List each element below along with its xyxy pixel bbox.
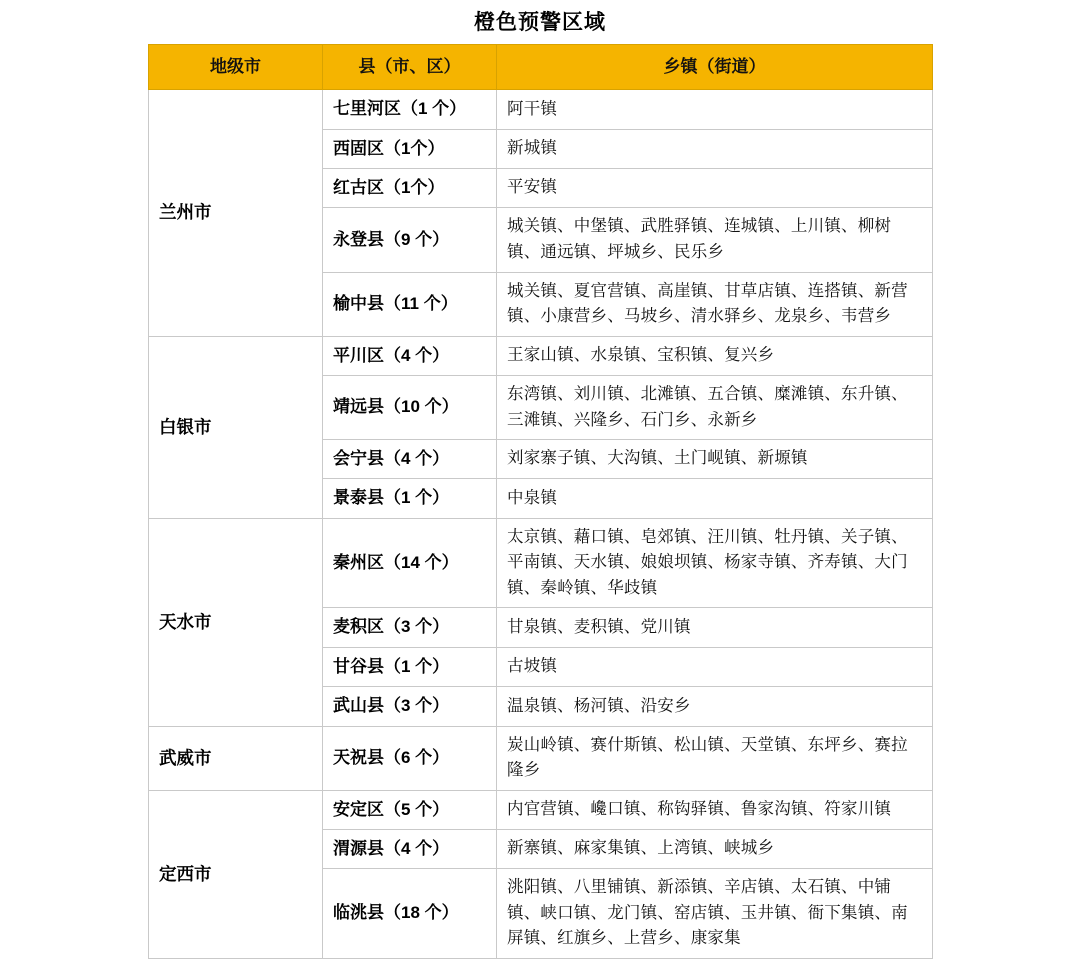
- cell-towns: 城关镇、中堡镇、武胜驿镇、连城镇、上川镇、柳树镇、通远镇、坪城乡、民乐乡: [497, 208, 933, 272]
- cell-county: 红古区（1个）: [323, 169, 497, 208]
- cell-city: 武威市: [149, 726, 323, 790]
- table-body: [149, 90, 933, 959]
- cell-county: 榆中县（11 个）: [323, 272, 497, 336]
- column-header-city: 地级市: [149, 45, 323, 90]
- warning-table-container: [148, 44, 932, 959]
- cell-county: 渭源县（4 个）: [323, 829, 497, 868]
- cell-towns: 古坡镇: [497, 647, 933, 686]
- cell-towns: 新城镇: [497, 129, 933, 168]
- cell-towns: 阿干镇: [497, 90, 933, 129]
- cell-county: 临洮县（18 个）: [323, 869, 497, 959]
- table-header-row: [149, 45, 933, 90]
- cell-towns: 刘家寨子镇、大沟镇、土门岘镇、新塬镇: [497, 440, 933, 479]
- page-title: 橙色预警区域: [474, 11, 606, 34]
- cell-county: 会宁县（4 个）: [323, 440, 497, 479]
- cell-county: 甘谷县（1 个）: [323, 647, 497, 686]
- cell-towns: 内官营镇、巉口镇、称钩驿镇、鲁家沟镇、符家川镇: [497, 790, 933, 829]
- table-row: [149, 336, 933, 375]
- cell-towns: 温泉镇、杨河镇、沿安乡: [497, 687, 933, 726]
- cell-towns: 甘泉镇、麦积镇、党川镇: [497, 608, 933, 647]
- cell-towns: 新寨镇、麻家集镇、上湾镇、峡城乡: [497, 829, 933, 868]
- cell-county: 安定区（5 个）: [323, 790, 497, 829]
- cell-county: 武山县（3 个）: [323, 687, 497, 726]
- cell-towns: 洮阳镇、八里铺镇、新添镇、辛店镇、太石镇、中铺镇、峡口镇、龙门镇、窑店镇、玉井镇、衙下集镇、南屏镇、红旗乡、上营乡、康家集: [497, 869, 933, 959]
- cell-county: 七里河区（1 个）: [323, 90, 497, 129]
- cell-towns: 中泉镇: [497, 479, 933, 518]
- cell-county: 麦积区（3 个）: [323, 608, 497, 647]
- cell-towns: 太京镇、藉口镇、皂郊镇、汪川镇、牡丹镇、关子镇、平南镇、天水镇、娘娘坝镇、杨家寺镇、齐寿镇、大门镇、秦岭镇、华歧镇: [497, 518, 933, 608]
- table-row: [149, 90, 933, 129]
- cell-towns: 东湾镇、刘川镇、北滩镇、五合镇、糜滩镇、东升镇、三滩镇、兴隆乡、石门乡、永新乡: [497, 375, 933, 439]
- cell-city: 天水市: [149, 518, 323, 726]
- cell-city: 定西市: [149, 790, 323, 958]
- cell-towns: 王家山镇、水泉镇、宝积镇、复兴乡: [497, 336, 933, 375]
- table-row: [149, 726, 933, 790]
- table-header: [149, 45, 933, 90]
- cell-towns: 平安镇: [497, 169, 933, 208]
- cell-county: 西固区（1个）: [323, 129, 497, 168]
- table-row: [149, 518, 933, 608]
- column-header-town: 乡镇（街道）: [497, 45, 933, 90]
- cell-county: 天祝县（6 个）: [323, 726, 497, 790]
- cell-county: 平川区（4 个）: [323, 336, 497, 375]
- cell-county: 秦州区（14 个）: [323, 518, 497, 608]
- cell-county: 永登县（9 个）: [323, 208, 497, 272]
- orange-warning-area-table: [148, 44, 933, 959]
- table-row: [149, 790, 933, 829]
- cell-towns: 城关镇、夏官营镇、高崖镇、甘草店镇、连搭镇、新营镇、小康营乡、马坡乡、清水驿乡、龙泉乡、韦营乡: [497, 272, 933, 336]
- cell-city: 白银市: [149, 336, 323, 518]
- cell-city: 兰州市: [149, 90, 323, 336]
- column-header-county: 县（市、区）: [323, 45, 497, 90]
- cell-county: 景泰县（1 个）: [323, 479, 497, 518]
- cell-county: 靖远县（10 个）: [323, 375, 497, 439]
- cell-towns: 炭山岭镇、赛什斯镇、松山镇、天堂镇、东坪乡、赛拉隆乡: [497, 726, 933, 790]
